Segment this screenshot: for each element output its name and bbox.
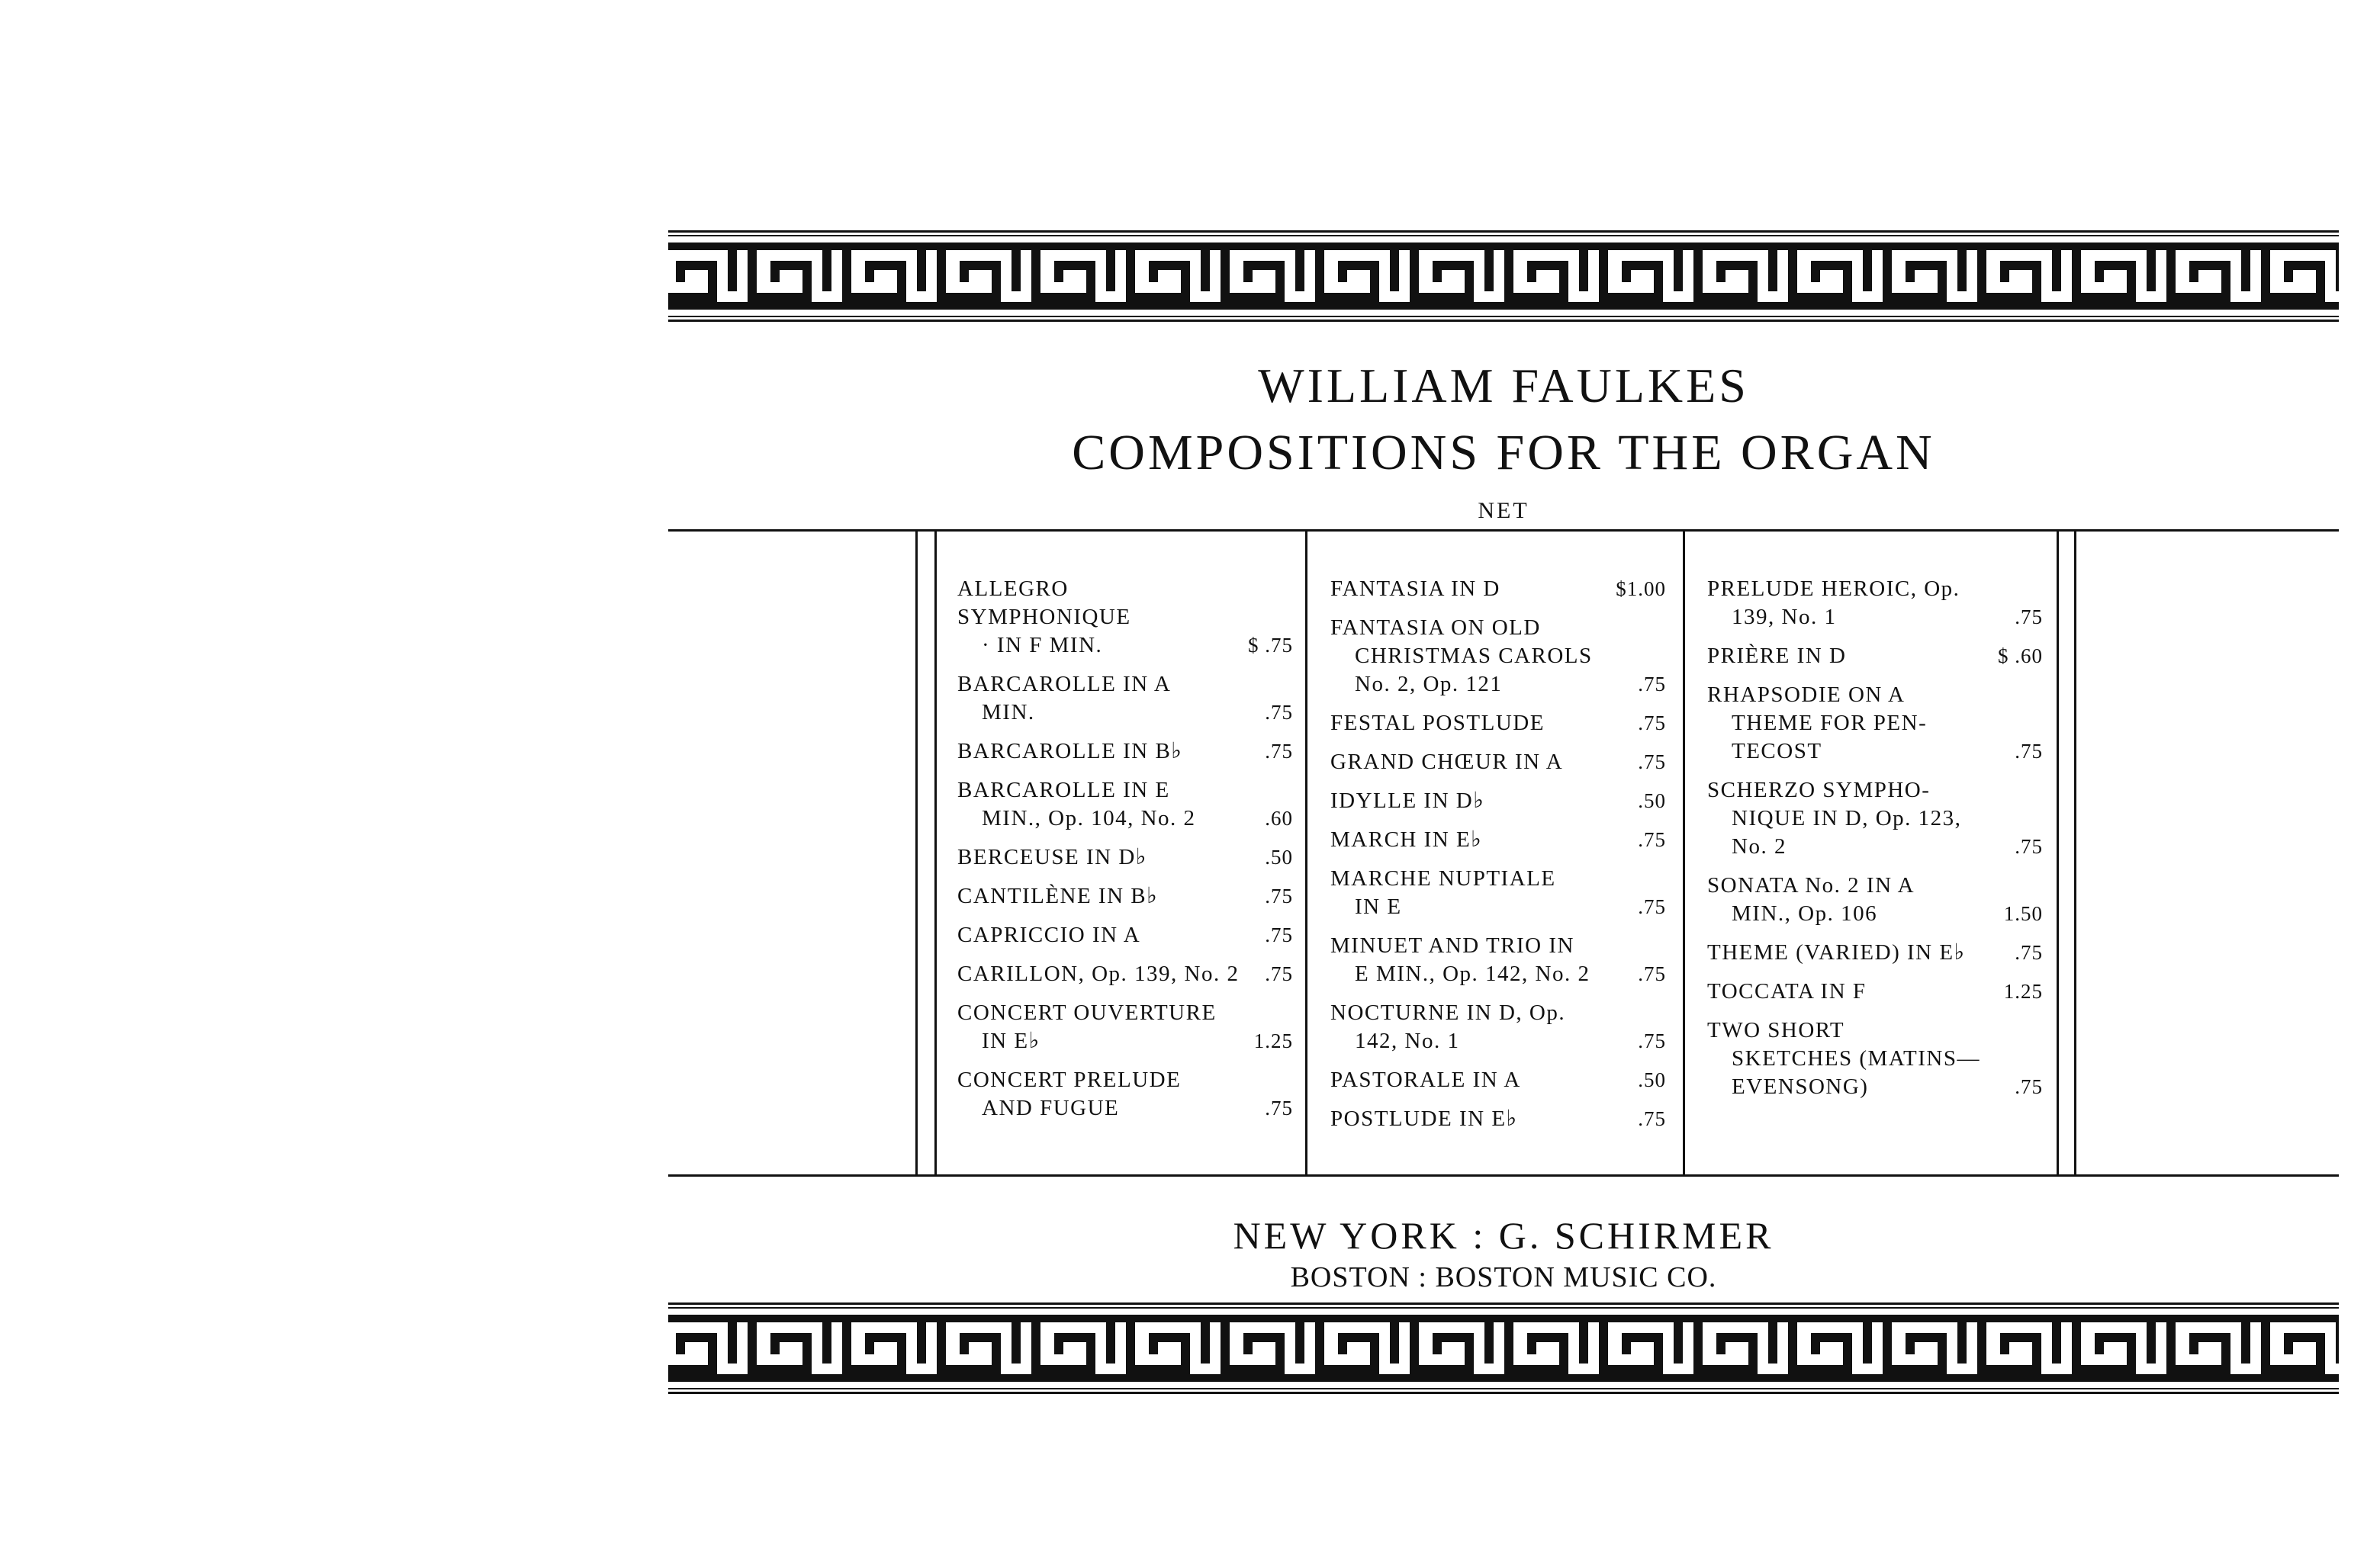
- entry-title: THEME (VARIED) IN E♭: [1707, 940, 1966, 965]
- entry-price: .75: [2015, 941, 2043, 964]
- entry-title-continued: CHRISTMAS CAROLS: [1355, 644, 1593, 668]
- entry-title: MARCHE NUPTIALE: [1330, 866, 1556, 891]
- entry-price: .75: [1265, 701, 1293, 724]
- catalog-entry: [957, 999, 1293, 1055]
- catalog-entry: [1330, 575, 1666, 603]
- entry-title: CARILLON, Op. 139, No. 2: [957, 962, 1240, 986]
- entry-title-continued: · IN F MIN.: [982, 633, 1103, 657]
- entry-title: CANTILÈNE IN B♭: [957, 884, 1159, 908]
- entry-title: PRELUDE HEROIC, Op.: [1707, 577, 1960, 601]
- catalog-entry: [957, 776, 1293, 833]
- catalog-column-3: [1707, 575, 2043, 1112]
- entry-price: .75: [1638, 711, 1666, 734]
- greek-key-pattern: [668, 1302, 2339, 1394]
- entry-price: .75: [1638, 1029, 1666, 1052]
- greek-key-pattern: [668, 230, 2339, 322]
- catalog-entry: [1707, 642, 2043, 670]
- entry-title: MARCH IN E♭: [1330, 827, 1483, 852]
- entry-title: NOCTURNE IN D, Op.: [1330, 1001, 1566, 1025]
- entry-price: .75: [2015, 1075, 2043, 1098]
- entry-title-continued: THEME FOR PEN-: [1732, 711, 1928, 735]
- column-rule: [1305, 529, 1307, 1177]
- column-rule: [915, 529, 918, 1177]
- catalog-entry: [1330, 709, 1666, 737]
- entry-title-continued: AND FUGUE: [982, 1096, 1120, 1120]
- entry-title: CONCERT PRELUDE: [957, 1068, 1182, 1092]
- catalog-entry: [1707, 575, 2043, 631]
- column-rule: [934, 529, 937, 1177]
- publisher-boston: BOSTON : BOSTON MUSIC CO.: [1290, 1261, 1717, 1293]
- catalog-entry: [1330, 865, 1666, 921]
- entry-title: FANTASIA ON OLD: [1330, 615, 1541, 640]
- entry-title: GRAND CHŒUR IN A: [1330, 750, 1564, 774]
- catalog-entry: [957, 921, 1293, 949]
- catalog-entry: [1707, 776, 2043, 861]
- entry-price: .75: [1265, 885, 1293, 907]
- catalog-entry: [1707, 681, 2043, 766]
- catalog-entry: [957, 960, 1293, 988]
- column-rule: [2074, 529, 2076, 1177]
- entry-title: IDYLLE IN D♭: [1330, 789, 1485, 813]
- entry-title-continued: No. 2, Op. 121: [1355, 672, 1503, 696]
- catalog-entry: [1707, 978, 2043, 1006]
- entry-price: .75: [2015, 740, 2043, 763]
- entry-price: $ .60: [1998, 644, 2043, 667]
- entry-price: 1.25: [2003, 980, 2043, 1003]
- entry-title-continued: IN E: [1355, 895, 1402, 919]
- catalog-entry: [1330, 826, 1666, 854]
- entry-title: FESTAL POSTLUDE: [1330, 711, 1545, 735]
- entry-price: $ .75: [1248, 634, 1293, 657]
- catalog-entry: [957, 737, 1293, 766]
- entry-price: .75: [2015, 835, 2043, 858]
- entry-title-continued: No. 2: [1732, 834, 1787, 859]
- column-rule: [2057, 529, 2059, 1177]
- entry-title-continued: SKETCHES (MATINS—: [1732, 1046, 1980, 1071]
- catalog-entry: [957, 882, 1293, 911]
- entry-title-continued: 139, No. 1: [1732, 605, 1837, 629]
- entry-title: RHAPSODIE ON A: [1707, 683, 1906, 707]
- entry-title-continued: EVENSONG): [1732, 1074, 1869, 1099]
- entry-price: $1.00: [1616, 577, 1666, 600]
- entry-price: .75: [1265, 923, 1293, 946]
- catalog-entry: [1707, 872, 2043, 928]
- table-top-rule: [668, 529, 2339, 532]
- entry-price: .75: [1638, 673, 1666, 695]
- entry-title: ALLEGRO SYMPHONIQUE: [957, 577, 1131, 629]
- entry-price: .75: [1638, 750, 1666, 773]
- entry-title-continued: 142, No. 1: [1355, 1029, 1460, 1053]
- entry-price: .75: [1265, 1097, 1293, 1119]
- table-bottom-rule: [668, 1174, 2339, 1177]
- catalog-entry: [1330, 748, 1666, 776]
- entry-price: .75: [1638, 895, 1666, 918]
- entry-title-continued: MIN., Op. 106: [1732, 901, 1878, 926]
- column-rule: [1683, 529, 1685, 1177]
- catalog-entry: [957, 575, 1293, 660]
- catalog-title: COMPOSITIONS FOR THE ORGAN: [1072, 425, 1935, 480]
- greek-key-border-bottom: [668, 1302, 2339, 1394]
- entry-price: .75: [1638, 828, 1666, 851]
- catalog-entry: [1330, 932, 1666, 988]
- composer-name: WILLIAM FAULKES: [1258, 358, 1749, 413]
- entry-price: .75: [1265, 962, 1293, 985]
- catalog-entry: [1707, 939, 2043, 967]
- entry-title: CONCERT OUVERTURE: [957, 1001, 1217, 1025]
- entry-title-continued: TECOST: [1732, 739, 1822, 763]
- entry-title: FANTASIA IN D: [1330, 577, 1500, 601]
- entry-price: .75: [1638, 1107, 1666, 1130]
- entry-title: TOCCATA IN F: [1707, 979, 1867, 1004]
- entry-price: .75: [1265, 740, 1293, 763]
- entry-title: BARCAROLLE IN B♭: [957, 739, 1183, 763]
- entry-title: CAPRICCIO IN A: [957, 923, 1141, 947]
- entry-title-continued: E MIN., Op. 142, No. 2: [1355, 962, 1590, 986]
- catalog-column-2: [1330, 575, 1666, 1144]
- catalog-column-1: [957, 575, 1293, 1133]
- entry-title-continued: IN E♭: [982, 1029, 1040, 1053]
- entry-title: SCHERZO SYMPHO-: [1707, 778, 1931, 802]
- catalog-entry: [1330, 787, 1666, 815]
- entry-price: 1.50: [2003, 902, 2043, 925]
- entry-price: .75: [2015, 605, 2043, 628]
- greek-key-border-top: [668, 230, 2339, 322]
- entry-price: 1.25: [1253, 1029, 1293, 1052]
- publisher-new-york: NEW YORK : G. SCHIRMER: [1233, 1214, 1774, 1257]
- entry-title: MINUET AND TRIO IN: [1330, 933, 1574, 958]
- catalog-entry: [957, 843, 1293, 872]
- catalog-entry: [1707, 1017, 2043, 1101]
- entry-price: .50: [1638, 789, 1666, 812]
- entry-title: BARCAROLLE IN E: [957, 778, 1170, 802]
- entry-title-continued: MIN.: [982, 700, 1035, 724]
- catalog-entry: [1330, 1105, 1666, 1133]
- entry-title-continued: NIQUE IN D, Op. 123,: [1732, 806, 1962, 830]
- entry-title: PASTORALE IN A: [1330, 1068, 1521, 1092]
- entry-title: TWO SHORT: [1707, 1018, 1845, 1042]
- net-price-label: NET: [1478, 498, 1529, 523]
- catalog-entry: [957, 670, 1293, 727]
- entry-title: PRIÈRE IN D: [1707, 644, 1847, 668]
- catalog-entry: [1330, 1066, 1666, 1094]
- entry-title: SONATA No. 2 IN A: [1707, 873, 1915, 898]
- catalog-entry: [1330, 614, 1666, 699]
- entry-price: .50: [1265, 846, 1293, 869]
- catalog-entry: [957, 1066, 1293, 1123]
- entry-price: .50: [1638, 1068, 1666, 1091]
- entry-title: POSTLUDE IN E♭: [1330, 1107, 1518, 1131]
- entry-title-continued: MIN., Op. 104, No. 2: [982, 806, 1196, 830]
- entry-title: BARCAROLLE IN A: [957, 672, 1172, 696]
- entry-price: .60: [1265, 807, 1293, 830]
- entry-price: .75: [1638, 962, 1666, 985]
- entry-title: BERCEUSE IN D♭: [957, 845, 1147, 869]
- catalog-entry: [1330, 999, 1666, 1055]
